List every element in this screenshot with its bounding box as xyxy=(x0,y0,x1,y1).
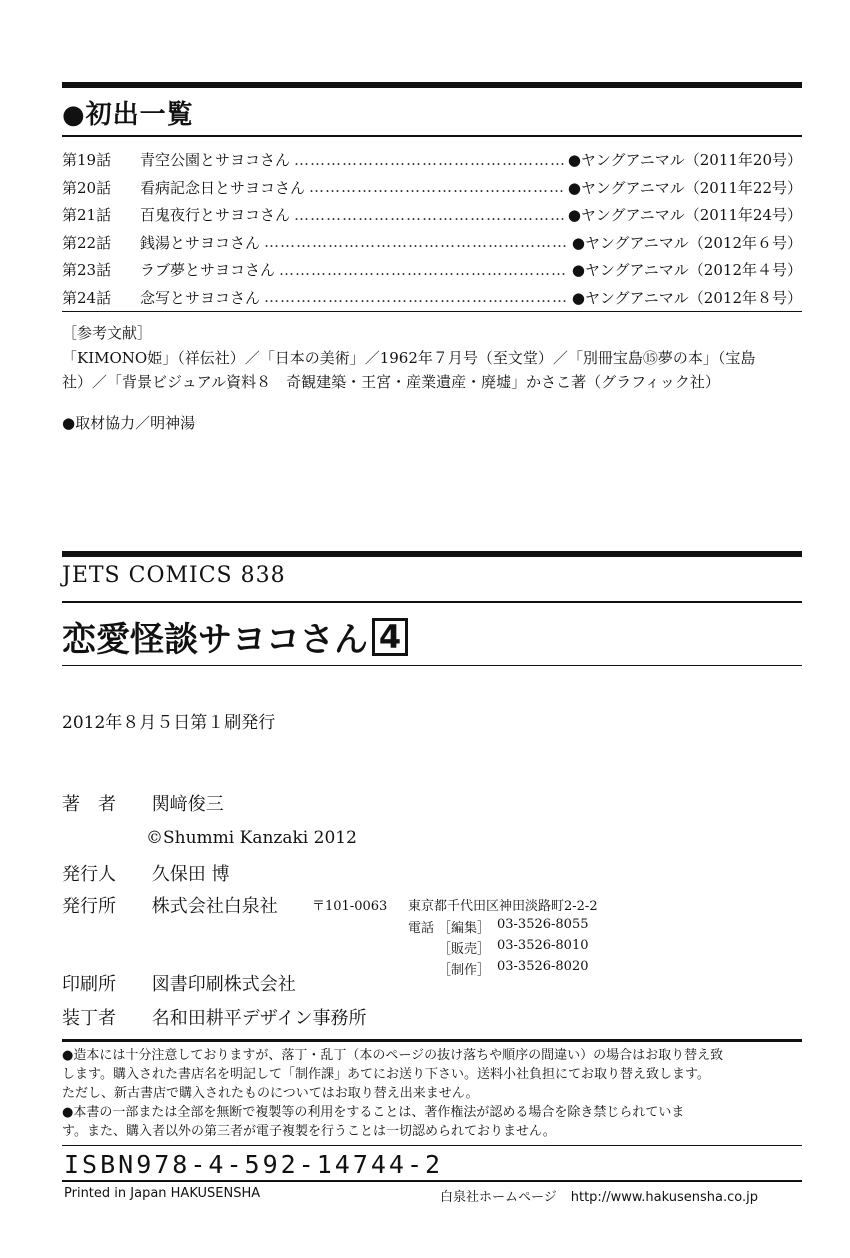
chapter-magazine: ●ヤングアニマル（2011年24号） xyxy=(567,206,802,225)
isbn: ISBN978-4-592-14744-2 xyxy=(64,1150,444,1179)
references-text xyxy=(62,346,807,394)
phone-dept: ［販売］ xyxy=(438,942,491,957)
publisher-person-label: 発行人 xyxy=(62,864,116,885)
chapter-magazine: ●ヤングアニマル（2012年４号） xyxy=(571,261,802,280)
book-title xyxy=(62,612,408,661)
notice-top-rule xyxy=(62,1039,802,1042)
chapter-row xyxy=(62,201,802,229)
publisher-label: 発行所 xyxy=(62,896,116,917)
chapter-title: 念写とサヨコさん xyxy=(140,288,261,307)
chapter-title: 銭湯とサヨコさん xyxy=(140,233,261,252)
volume-number: 4 xyxy=(372,618,408,656)
designer-name: 名和田耕平デザイン事務所 xyxy=(151,1008,367,1029)
phone-number: 03-3526-8020 xyxy=(497,959,589,974)
notice-line: します。購入された書店名を明記して「制作課」あてにお送り下さい。送料小社負担にてお取り替え致します。 xyxy=(62,1067,710,1082)
series-label: JETS COMICS 838 xyxy=(62,563,286,588)
copyright-line: ©Shummi Kanzaki 2012 xyxy=(146,828,357,848)
leader-dots xyxy=(309,178,564,196)
book-title-text: 恋愛怪談サヨコさん xyxy=(62,620,368,660)
phone-label: 電話 xyxy=(408,921,435,936)
author-row xyxy=(62,790,224,816)
phone-number: 03-3526-8055 xyxy=(497,917,589,932)
phone-dept: ［編集］ xyxy=(438,921,491,936)
chapter-title: 百鬼夜行とサヨコさん xyxy=(140,206,291,225)
leader-dots xyxy=(294,206,564,224)
homepage xyxy=(440,1186,758,1205)
chapters-divider xyxy=(62,311,802,312)
chapter-row xyxy=(62,146,802,174)
designer-row xyxy=(62,1004,366,1030)
chapter-number: 第21話 xyxy=(62,206,112,225)
title-rule xyxy=(62,665,802,666)
publisher-address: 東京都千代田区神田淡路町2-2-2 xyxy=(408,899,598,914)
chapter-title: 看病記念日とサヨコさん xyxy=(140,178,306,197)
printer-row xyxy=(62,970,296,996)
chapter-magazine: ●ヤングアニマル（2012年６号） xyxy=(571,233,802,252)
chapter-magazine: ●ヤングアニマル（2011年22号） xyxy=(567,178,802,197)
notice-line: す。また、購入者以外の第三者が電子複製を行うことは一切認められておりません。 xyxy=(62,1124,556,1139)
chapter-magazine: ●ヤングアニマル（2012年８号） xyxy=(571,288,802,307)
printed-in: Printed in Japan HAKUSENSHA xyxy=(64,1186,261,1201)
notice-text xyxy=(62,1046,807,1141)
chapter-row xyxy=(62,256,802,284)
chapter-title: ラブ夢とサヨコさん xyxy=(140,261,276,280)
section-title-rule xyxy=(62,135,802,137)
first-appearance-title: ●初出一覧 xyxy=(62,100,194,130)
colophon-top-rule xyxy=(62,551,802,557)
references-line: 「KIMONO姫」（祥伝社）／「日本の美術」／1962年７月号（至文堂）／「別冊宝島⑮夢の本」（宝島 xyxy=(62,349,756,367)
leader-dots xyxy=(279,261,568,279)
chapter-row xyxy=(62,174,802,202)
notice-line: ●本書の一部または全部を無断で複製等の利用をすることは、著作権法が認める場合を除き禁じられていま xyxy=(62,1105,685,1120)
notice-line: ●造本には十分注意しておりますが、落丁・乱丁（本のページの抜け落ちや順序の間違い）の場合はお取り替え致 xyxy=(62,1048,724,1063)
phone-dept: ［制作］ xyxy=(438,963,491,978)
chapter-magazine: ●ヤングアニマル（2011年20号） xyxy=(567,151,802,170)
homepage-label: 白泉社ホームページ xyxy=(440,1190,557,1205)
chapter-list xyxy=(62,146,802,311)
publisher-person-name: 久保田 博 xyxy=(151,864,230,885)
leader-dots xyxy=(264,288,568,306)
series-rule xyxy=(62,601,802,603)
chapter-row xyxy=(62,229,802,257)
chapter-number: 第19話 xyxy=(62,151,112,170)
notice-line: ただし、新古書店で購入されたものについてはお取り替え出来ません。 xyxy=(62,1086,479,1101)
publish-date: 2012年８月５日第１刷発行 xyxy=(62,713,276,733)
chapter-number: 第23話 xyxy=(62,261,112,280)
homepage-url[interactable]: http://www.hakusensha.co.jp xyxy=(570,1190,758,1205)
printer-label: 印刷所 xyxy=(62,974,116,995)
chapter-number: 第22話 xyxy=(62,233,112,252)
top-rule xyxy=(62,82,802,88)
author-name: 関﨑俊三 xyxy=(151,794,224,815)
publisher-name: 株式会社白泉社 xyxy=(151,896,278,917)
postal-code: 〒101-0063 xyxy=(312,899,388,914)
author-label: 著 者 xyxy=(62,794,116,815)
chapter-number: 第24話 xyxy=(62,288,112,307)
printer-name: 図書印刷株式会社 xyxy=(151,974,296,995)
notice-bottom-rule xyxy=(62,1145,802,1146)
phone-number: 03-3526-8010 xyxy=(497,938,589,953)
leader-dots xyxy=(264,233,568,251)
references-line: 社）／「背景ビジュアル資料８ 奇観建築・王宮・産業遺産・廃墟」かさこ著（グラフィック社） xyxy=(62,373,720,391)
publisher-row xyxy=(62,892,278,918)
isbn-rule xyxy=(62,1180,802,1182)
leader-dots xyxy=(294,151,564,169)
references-heading: ［参考文献］ xyxy=(62,324,153,342)
chapter-number: 第20話 xyxy=(62,178,112,197)
chapter-title: 青空公園とサヨコさん xyxy=(140,151,291,170)
designer-label: 装丁者 xyxy=(62,1008,116,1029)
research-cooperation: ●取材協力／明神湯 xyxy=(62,414,196,432)
chapter-row xyxy=(62,284,802,312)
publisher-person-row xyxy=(62,860,229,886)
